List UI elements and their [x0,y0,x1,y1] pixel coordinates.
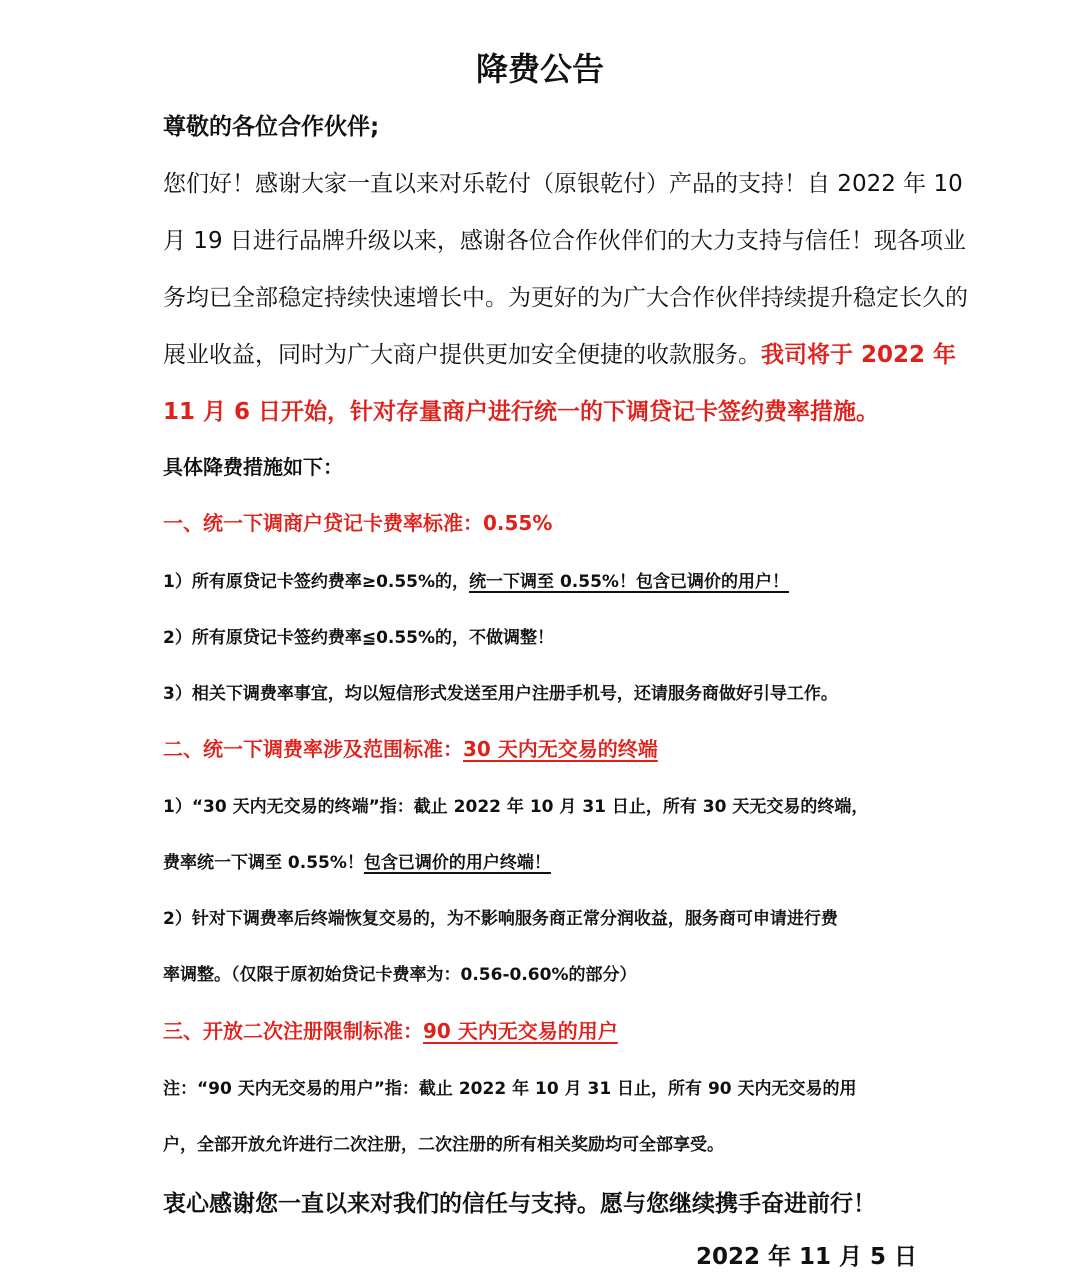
section-1-item-1-text: 1）所有原贷记卡签约费率≥0.55%的， [163,572,470,592]
section-3-heading [163,1015,618,1044]
section-1-heading: 一、统一下调商户贷记卡费率标准：0.55% [163,511,553,535]
section-2-heading-underlined: 30 天内无交易的终端 [463,737,658,761]
section-2-heading-text: 二、统一下调费率涉及范围标准： [163,737,463,761]
section-2-item-2-line-1: 2）针对下调费率后终端恢复交易的，为不影响服务商正常分润收益，服务商可申请进行费 [163,909,838,929]
intro-line-4 [163,336,956,369]
measures-heading: 具体降费措施如下： [163,455,343,479]
closing-statement: 衷心感谢您一直以来对我们的信任与支持。愿与您继续携手奋进前行！ [163,1191,876,1217]
section-3-note-line-2: 户，全部开放允许进行二次注册，二次注册的所有相关奖励均可全部享受。 [163,1135,724,1155]
section-2-heading [163,733,658,762]
intro-line-2: 月 19 日进行品牌升级以来，感谢各位合作伙伴们的大力支持与信任！现各项业 [163,228,966,254]
section-3-heading-underlined: 90 天内无交易的用户 [423,1019,618,1043]
intro-line-5-highlight: 11 月 6 日开始，针对存量商户进行统一的下调贷记卡签约费率措施。 [163,399,880,425]
intro-line-4-normal: 展业收益，同时为广大商户提供更加安全便捷的收款服务。 [163,342,761,368]
section-1-item-2: 2）所有原贷记卡签约费率≦0.55%的，不做调整！ [163,628,555,648]
section-2-item-2-line-2: 率调整。（仅限于原初始贷记卡费率为：0.56-0.60%的部分） [163,965,637,985]
intro-line-1: 您们好！感谢大家一直以来对乐乾付（原银乾付）产品的支持！自 2022 年 10 [163,171,963,197]
announcement-date: 2022 年 11 月 5 日 [695,1244,917,1270]
greeting: 尊敬的各位合作伙伴; [163,114,380,140]
section-2-item-1-line-2-underlined: 包含已调价的用户终端！ [363,853,551,873]
section-2-item-1-line-1: 1）“30 天内无交易的终端”指：截止 2022 年 10 月 31 日止，所有 30 天无交易的终端， [163,797,869,817]
section-2-item-1-line-2 [163,848,551,873]
section-2-item-1-line-2-text: 费率统一下调至 0.55%！ [163,853,364,873]
intro-line-4-highlight: 我司将于 2022 年 [761,342,957,368]
intro-line-3: 务均已全部稳定持续快速增长中。为更好的为广大合作伙伴持续提升稳定长久的 [163,285,968,311]
section-1-item-3: 3）相关下调费率事宜，均以短信形式发送至用户注册手机号，还请服务商做好引导工作。 [163,684,838,704]
page-title: 降费公告 [475,50,604,88]
section-3-note-line-1: 注：“90 天内无交易的用户”指：截止 2022 年 10 月 31 日止，所有 90 天内无交易的用 [163,1079,857,1099]
section-1-item-1 [163,567,789,592]
section-3-heading-text: 三、开放二次注册限制标准： [163,1019,423,1043]
section-1-item-1-underlined: 统一下调至 0.55%！包含已调价的用户！ [469,572,789,592]
